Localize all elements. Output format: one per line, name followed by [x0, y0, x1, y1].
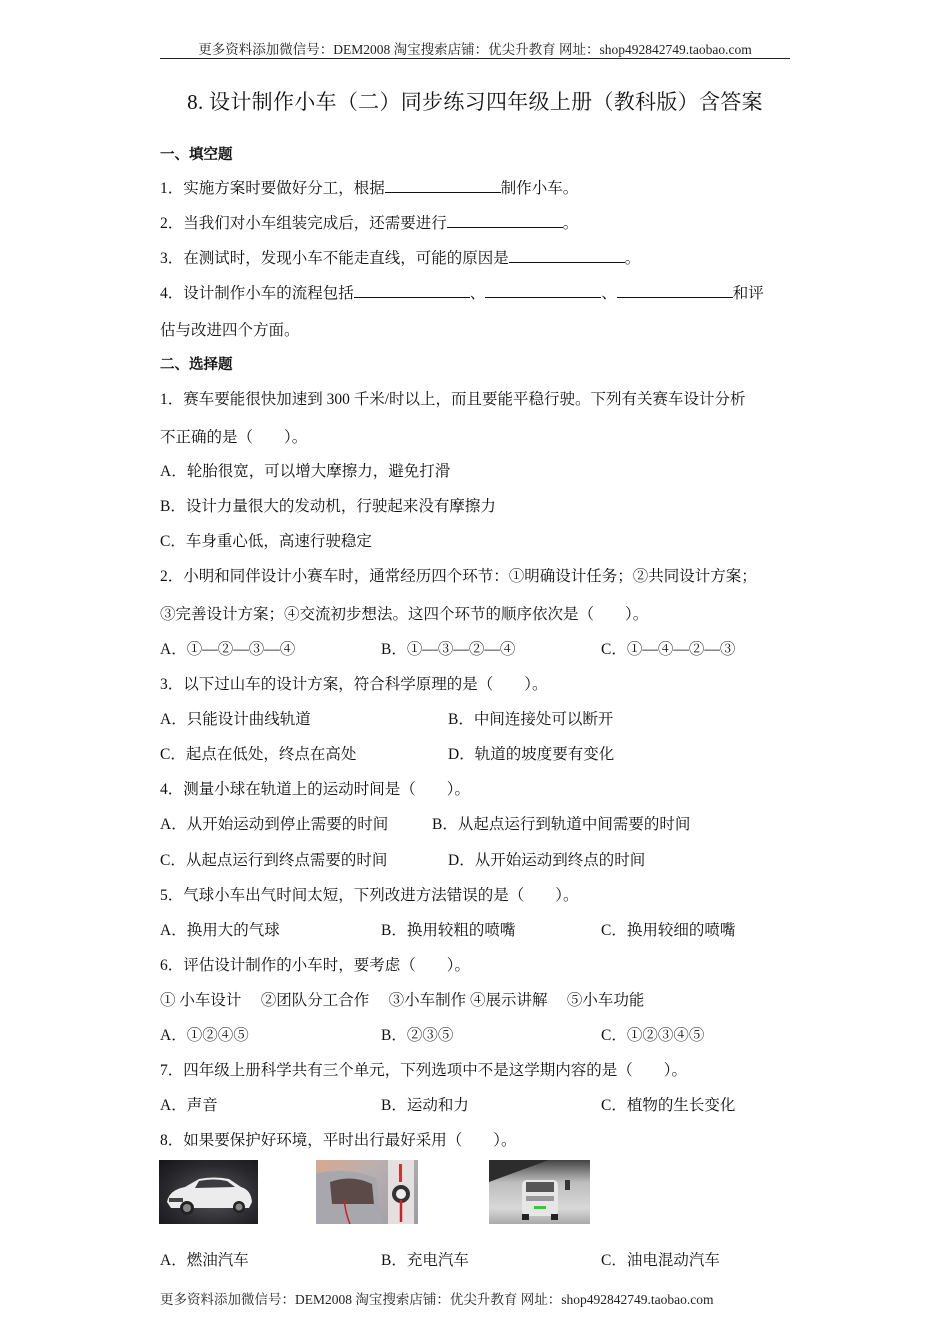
- suv-icon: [489, 1160, 590, 1224]
- page-title: 8. 设计制作小车（二）同步练习四年级上册（教科版）含答案: [187, 90, 763, 114]
- q2-option-b: B．①—③—②—④: [381, 641, 516, 658]
- q2-option-c: C．①—④—②—③: [601, 641, 736, 658]
- q8-option-b: B．充电汽车: [381, 1252, 469, 1269]
- q-text: 制作小车。: [500, 180, 579, 197]
- header-divider: [160, 58, 790, 59]
- answer-blank[interactable]: [509, 248, 625, 263]
- q3-option-c: C．起点在低处，终点在高处: [160, 746, 357, 763]
- q4-option-a: A．从开始运动到停止需要的时间: [160, 816, 389, 833]
- choice-question-5: 5．气球小车出气时间太短，下列改进方法错误的是（ ）。: [160, 887, 579, 904]
- q1-option-c: C．车身重心低，高速行驶稳定: [160, 533, 372, 550]
- q5-option-c: C．换用较细的喷嘴: [601, 922, 736, 939]
- page-header: 更多资料添加微信号：DEM2008 淘宝搜索店铺：优尖升教育 网址：shop492842749.taobao.com: [198, 42, 752, 57]
- choice-question-7: 7．四年级上册科学共有三个单元，下列选项中不是这学期内容的是（ ）。: [160, 1062, 688, 1079]
- q6-option-c: C．①②③④⑤: [601, 1027, 705, 1044]
- page-footer: 更多资料添加微信号：DEM2008 淘宝搜索店铺：优尖升教育 网址：shop492842749.taobao.com: [160, 1292, 714, 1307]
- section-heading-fill-blank: 一、填空题: [160, 147, 233, 163]
- choice-question-6: 6．评估设计制作的小车时，要考虑（ ）。: [160, 957, 471, 974]
- q-text: 2．当我们对小车组装完成后，还需要进行: [160, 215, 447, 232]
- fill-question-4-cont: 估与改进四个方面。: [160, 322, 300, 339]
- answer-blank[interactable]: [617, 283, 733, 298]
- q1-option-a: A．轮胎很宽，可以增大摩擦力，避免打滑: [160, 463, 451, 480]
- choice-question-2-cont: ③完善设计方案；④交流初步想法。这四个环节的顺序依次是（ ）。: [160, 606, 649, 623]
- q2-option-a: A．①—②—③—④: [160, 641, 296, 658]
- answer-blank[interactable]: [385, 178, 501, 193]
- q8-option-c: C．油电混动汽车: [601, 1252, 720, 1269]
- q4-option-c: C．从起点运行到终点需要的时间: [160, 852, 388, 869]
- q7-option-b: B．运动和力: [381, 1097, 469, 1114]
- choice-question-2: 2．小明和同伴设计小赛车时，通常经历四个环节：①明确设计任务；②共同设计方案；: [160, 568, 757, 585]
- q7-option-c: C．植物的生长变化: [601, 1097, 736, 1114]
- electric-car-charging-image: [316, 1160, 418, 1224]
- charging-station-icon: [316, 1160, 418, 1224]
- q7-option-a: A．声音: [160, 1097, 218, 1114]
- q3-option-a: A．只能设计曲线轨道: [160, 711, 311, 728]
- choice-question-8: 8．如果要保护好环境，平时出行最好采用（ ）。: [160, 1132, 517, 1149]
- choice-question-4: 4．测量小球在轨道上的运动时间是（ ）。: [160, 781, 471, 798]
- q-text: 、: [469, 285, 486, 302]
- q-text: 4．设计制作小车的流程包括: [160, 285, 354, 302]
- answer-blank[interactable]: [354, 283, 470, 298]
- q8-option-a: A．燃油汽车: [160, 1252, 249, 1269]
- fill-question-1: [160, 176, 578, 198]
- q3-option-d: D．轨道的坡度要有变化: [448, 746, 615, 763]
- q6-option-b: B．②③⑤: [381, 1027, 454, 1044]
- q6-option-a: A．①②④⑤: [160, 1027, 249, 1044]
- q-text: 、: [601, 285, 617, 302]
- q6-items: ① 小车设计 ②团队分工合作 ③小车制作 ④展示讲解 ⑤小车功能: [160, 992, 645, 1009]
- q5-option-a: A．换用大的气球: [160, 922, 280, 939]
- choice-question-1: 1．赛车要能很快加速到 300 千米/时以上，而且要能平稳行驶。下列有关赛车设计分析: [160, 391, 746, 408]
- fill-question-3: [160, 246, 640, 268]
- car-icon: [159, 1160, 258, 1224]
- q-text: 。: [562, 215, 579, 232]
- q-text: 3．在测试时，发现小车不能走直线，可能的原因是: [160, 250, 509, 267]
- fill-question-4: [160, 281, 764, 303]
- section-heading-choice: 二、选择题: [160, 357, 233, 373]
- answer-blank[interactable]: [447, 213, 563, 228]
- q-text: 1．实施方案时要做好分工，根据: [160, 180, 385, 197]
- q-text: 。: [624, 250, 641, 267]
- q1-option-b: B．设计力量很大的发动机，行驶起来没有摩擦力: [160, 498, 496, 515]
- q4-option-b: B．从起点运行到轨道中间需要的时间: [432, 816, 691, 833]
- choice-question-1-cont: 不正确的是（ ）。: [160, 429, 308, 446]
- hybrid-car-image: [489, 1160, 590, 1224]
- fuel-car-image: [159, 1160, 258, 1224]
- q5-option-b: B．换用较粗的喷嘴: [381, 922, 516, 939]
- fill-question-2: [160, 211, 578, 233]
- q-text: 和评: [732, 285, 764, 302]
- q4-option-d: D．从开始运动到终点的时间: [448, 852, 646, 869]
- answer-blank[interactable]: [485, 283, 601, 298]
- q3-option-b: B．中间连接处可以断开: [448, 711, 614, 728]
- choice-question-3: 3．以下过山车的设计方案，符合科学原理的是（ ）。: [160, 676, 548, 693]
